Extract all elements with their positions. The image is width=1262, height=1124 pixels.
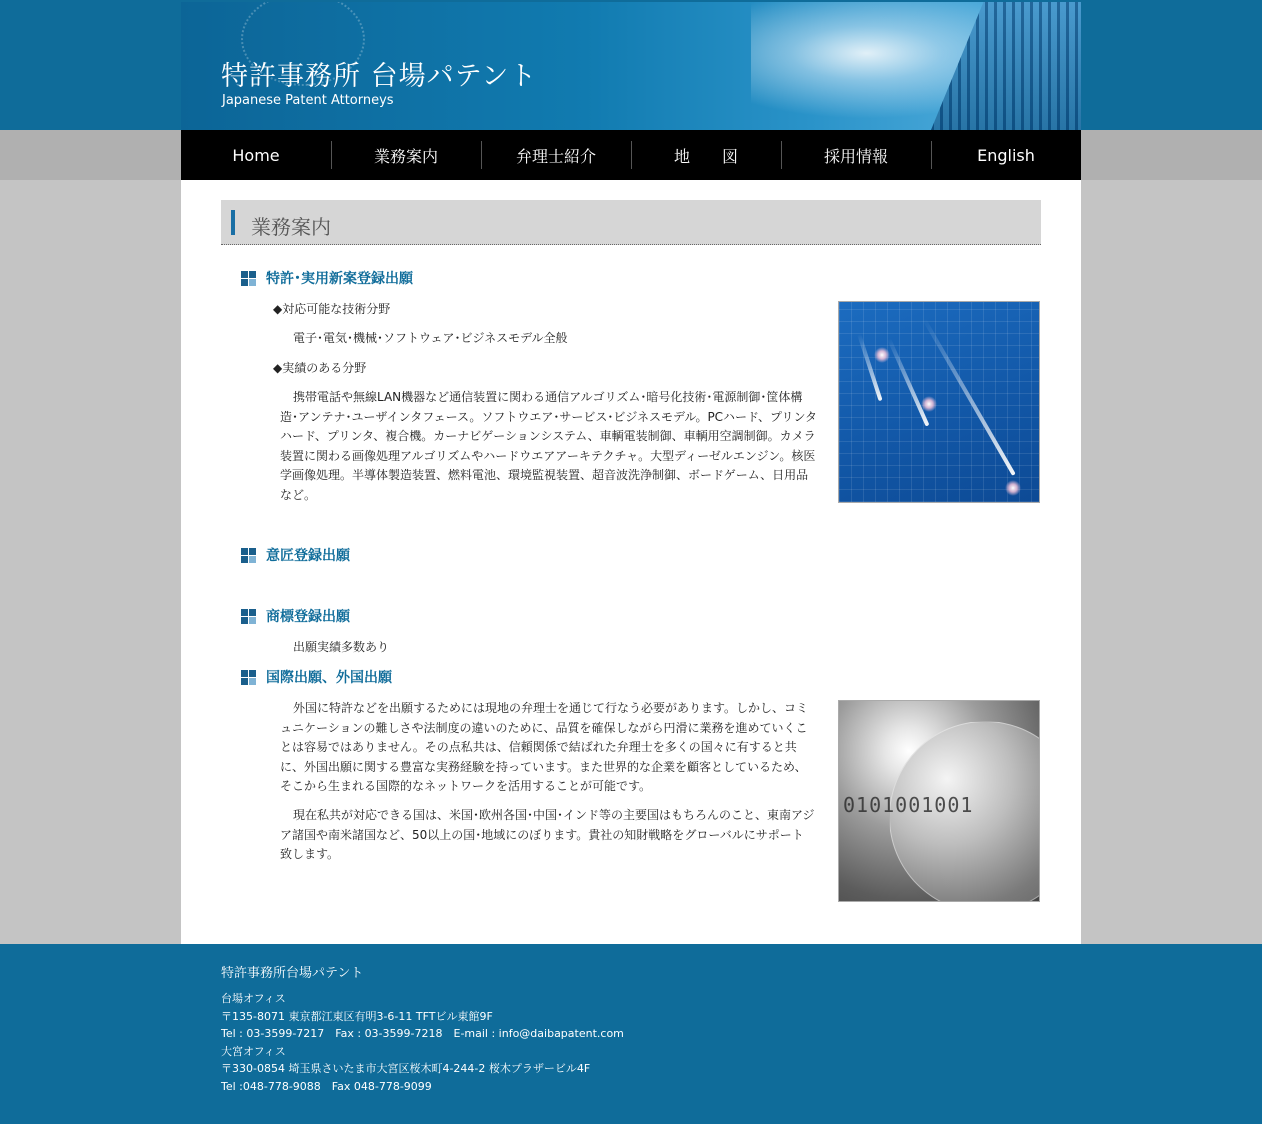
international-para-1: 外国に特許などを出願するためには現地の弁理士を通じて行なう必要があります。しかし、コミュニケーションの難しさや法制度の違いのために、品質を確保しながら円滑に業務を進めていくことは容易ではありません。その点私共は、信頼関係で結ばれた弁理士を多くの国々に有すると共に、外国出願に関する豊富な実務経験を持っています。また世界的な企業を顧客としているため、そこから生まれる国際的なネットワークを活用することが可能です。 — [280, 701, 809, 793]
section-title-text: 商標登録出願 — [266, 609, 350, 625]
binary-digits: 0101001001 — [843, 793, 974, 817]
nav-map[interactable]: 地 図 — [631, 130, 781, 180]
footer-omiya-label: 大宮オフィス — [221, 1045, 286, 1058]
page-title: 業務案内 — [251, 215, 331, 239]
header-banner — [181, 2, 1081, 130]
record-text: 携帯電話や無線LAN機器など通信装置に関わる通信アルゴリズム･暗号化技術･電源制御･筐体構造･アンテナ･ユーザインタフェース。ソフトウエア･サービス･ビジネスモデル。PCハード、プリンタハード、プリンタ、複合機。カーナビゲーションシステム、車輌電装制御、車輌用空調制御。カメラ装置に関わる画像処理アルゴリズムやハードウエアアーキテクチャ。大型ディーゼルエンジン。核医学画像処理。半導体製造装置、燃料電池、環境監視装置、超音波洗浄制御、ボードゲーム、日用品など。 — [280, 390, 818, 502]
trademark-text: 出願実績多数あり — [293, 640, 390, 654]
nav-attorneys[interactable]: 弁理士紹介 — [481, 130, 631, 180]
section-title-text: 特許･実用新案登録出願 — [266, 271, 413, 287]
globe-image — [838, 700, 1040, 902]
footer-title: 特許事務所台場パテント — [221, 966, 364, 981]
main-nav — [181, 130, 1081, 180]
bullet-squares-icon — [241, 548, 256, 563]
bullet-squares-icon — [241, 271, 256, 286]
heading-accent-bar — [231, 210, 235, 235]
footer-odaiba-label: 台場オフィス — [221, 992, 286, 1005]
main-content — [181, 180, 1081, 944]
fields-label: ◆対応可能な技術分野 — [273, 302, 391, 316]
section-title-design — [241, 545, 350, 565]
section-title-international — [241, 667, 392, 687]
nav-services[interactable]: 業務案内 — [331, 130, 481, 180]
nav-english[interactable]: English — [931, 130, 1081, 180]
nav-home[interactable]: Home — [232, 145, 280, 165]
section-title-text: 意匠登録出願 — [266, 548, 350, 564]
footer-omiya-contact: Tel :048-778-9088 Fax 048-778-9099 — [221, 1080, 432, 1093]
site-subtitle: Japanese Patent Attorneys — [222, 93, 394, 108]
nav-recruit[interactable]: 採用情報 — [781, 130, 931, 180]
bullet-squares-icon — [241, 670, 256, 685]
section-title-trademark — [241, 606, 350, 626]
section-title-patent — [241, 268, 413, 288]
bullet-squares-icon — [241, 609, 256, 624]
international-para-2: 現在私共が対応できる国は、米国･欧州各国･中国･インド等の主要国はもちろんのこと、東南アジア諸国や南米諸国など、50以上の国･地域にのぼります。貴社の知財戦略をグローバルにサポート致します。 — [280, 808, 815, 861]
section-title-text: 国際出願、外国出願 — [266, 670, 392, 686]
meteor-image — [838, 301, 1040, 503]
record-label: ◆実績のある分野 — [273, 361, 367, 375]
page-heading — [221, 200, 1041, 245]
footer-omiya-address: 〒330-0854 埼玉県さいたま市大宮区桜木町4-244-2 桜木プラザービル4F — [221, 1062, 591, 1075]
fields-text: 電子･電気･機械･ソフトウェア･ビジネスモデル全般 — [293, 331, 568, 345]
footer-odaiba-address: 〒135-8071 東京都江東区有明3-6-11 TFTビル東館9F — [221, 1010, 493, 1023]
site-title[interactable]: 特許事務所 台場パテント — [221, 61, 538, 92]
footer-odaiba-contact: Tel : 03-3599-7217 Fax : 03-3599-7218 E-mail : info@daibapatent.com — [221, 1027, 624, 1040]
page-wrapper — [181, 0, 1081, 1124]
